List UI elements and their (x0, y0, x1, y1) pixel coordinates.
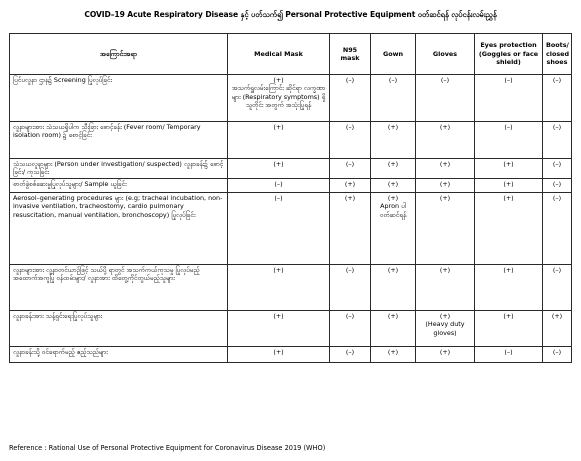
ppe-requirement-value: (–) (345, 266, 355, 274)
ppe-table (9, 33, 572, 363)
eye-protection-cell (475, 179, 543, 193)
ppe-requirement-value: (+) (503, 194, 514, 202)
ppe-requirement-value: (+) (439, 312, 451, 320)
activity-cell: Aerosol–generating procedures များ (e.g; tracheal incubation, non-invasive ventilation, tracheostomy, cardio pulmonary resuscitation, manual ventilation, bronchoscopy) ပြုလုပ်ခြင်း (10, 193, 228, 265)
boots-cell (543, 179, 572, 193)
ppe-requirement-value: (+) (387, 123, 399, 131)
page-title: COVID–19 Acute Respiratory Disease နှင့် ပတ်သက်၍ Personal Protective Equipment ဝတ်ဆင်ရန် လုပ်ငန်းလမ်းညွှန် (84, 10, 497, 19)
medical-mask-cell (228, 265, 330, 311)
gloves-cell (416, 265, 475, 311)
ppe-requirement-value: (+) (503, 312, 514, 320)
medical-mask-cell (228, 159, 330, 179)
table-row (10, 193, 572, 265)
ppe-requirement-value: (+) (503, 180, 514, 188)
boots-cell (543, 311, 572, 347)
eye-protection-cell (475, 122, 543, 159)
ppe-requirement-value: (+) (273, 160, 284, 168)
ppe-requirement-value: (–) (504, 348, 513, 356)
gloves-cell (416, 159, 475, 179)
activity-cell: လူနာခန်းသို့ ဝင်ရောက်မည့် ဧည့်သည်များ (10, 347, 228, 363)
medical-mask-cell (228, 311, 330, 347)
eye-protection-cell (475, 347, 543, 363)
eye-protection-cell (475, 193, 543, 265)
ppe-requirement-value: (–) (504, 123, 513, 131)
gown-cell (371, 193, 416, 265)
table-row (10, 311, 572, 347)
ppe-requirement-value: (+) (439, 266, 451, 274)
n95-mask-cell (330, 122, 371, 159)
ppe-requirement-note: (Heavy duty gloves) (425, 320, 465, 337)
table-row (10, 75, 572, 122)
ppe-requirement-note: Apron ပါ ဝတ်ဆင်ရန် (379, 202, 407, 219)
medical-mask-cell (228, 122, 330, 159)
header-activity: အကြောင်းအရာ (10, 34, 228, 75)
boots-cell (543, 122, 572, 159)
ppe-requirement-value: (–) (388, 76, 398, 84)
gown-cell (371, 347, 416, 363)
gown-cell (371, 311, 416, 347)
ppe-requirement-value: (+) (551, 312, 563, 320)
table-row (10, 159, 572, 179)
ppe-requirement-value: (+) (439, 194, 451, 202)
medical-mask-cell (228, 193, 330, 265)
ppe-requirement-value: (–) (552, 348, 562, 356)
ppe-requirement-value: (+) (387, 160, 399, 168)
gown-cell (371, 122, 416, 159)
eye-protection-cell (475, 265, 543, 311)
ppe-requirement-value: (+) (439, 180, 451, 188)
activity-cell: လူနာများအား သံသယရှိပါက သီးခြား စောင့်ခန်း (Fever room/ Temporary isolation room) ၌ စောင့်ခြင်း (10, 122, 228, 159)
table-body (10, 75, 572, 363)
ppe-requirement-value: (+) (387, 266, 399, 274)
table-row (10, 265, 572, 311)
eye-protection-cell (475, 75, 543, 122)
gloves-cell (416, 122, 475, 159)
ppe-requirement-value: (–) (552, 76, 562, 84)
gloves-cell (416, 347, 475, 363)
activity-cell: လူနာများအား လူနာတင်ယာဉ်ဖြင့် သယ်ပို့ ရာတွင် အသက်ကယ်ကုသမှု ပြုလုပ်မည့် အထောက်အကူပြု ဝန်ထမ်းများ/ လူနာအား ထိတွေ့ကိုင်တွယ်မည့်သူများ (10, 265, 228, 311)
boots-cell (543, 347, 572, 363)
activity-cell: ဓာတ်ခွဲစစ်ဆေးမှုပြုလုပ်သူများ/ Sample ယူခြင်း (10, 179, 228, 193)
ppe-requirement-value: (–) (274, 180, 283, 188)
ppe-requirement-value: (–) (345, 123, 355, 131)
ppe-requirement-value: (+) (439, 123, 451, 131)
ppe-requirement-value: (+) (344, 194, 356, 202)
gown-cell (371, 179, 416, 193)
gown-cell (371, 265, 416, 311)
medical-mask-cell (228, 179, 330, 193)
ppe-requirement-value: (+) (387, 348, 399, 356)
n95-mask-cell (330, 179, 371, 193)
ppe-requirement-note: အသက်ရှူလမ်းကြောင်း ဆိုင်ရာ လက္ခဏာများ (Respiratory symptoms) ရှိသူတိုင်း အတွက် အသုံးပြုရန် (231, 84, 326, 110)
ppe-requirement-value: (–) (552, 194, 562, 202)
header-gloves: Gloves (416, 34, 475, 75)
n95-mask-cell (330, 347, 371, 363)
ppe-requirement-value: (–) (552, 180, 562, 188)
n95-mask-cell (330, 159, 371, 179)
n95-mask-cell (330, 265, 371, 311)
ppe-requirement-value: (+) (503, 266, 514, 274)
ppe-requirement-value: (+) (273, 123, 284, 131)
ppe-requirement-value: (–) (552, 123, 562, 131)
ppe-requirement-value: (–) (345, 76, 355, 84)
eye-protection-cell (475, 159, 543, 179)
header-boots: Boots/ closed shoes (543, 34, 572, 75)
ppe-requirement-value: (+) (273, 76, 284, 84)
n95-mask-cell (330, 75, 371, 122)
ppe-requirement-value: (+) (273, 348, 284, 356)
activity-cell: လူနာခန်းအား သန့်ရှင်းရေးပြုလုပ်သူများ (10, 311, 228, 347)
gloves-cell (416, 311, 475, 347)
ppe-requirement-value: (–) (552, 266, 562, 274)
header-gown: Gown (371, 34, 416, 75)
gown-cell (371, 75, 416, 122)
ppe-requirement-value: (–) (345, 348, 355, 356)
boots-cell (543, 159, 572, 179)
ppe-requirement-value: (+) (387, 194, 399, 202)
ppe-requirement-value: (+) (503, 160, 514, 168)
ppe-requirement-value: (–) (552, 160, 562, 168)
ppe-requirement-value: (+) (344, 180, 356, 188)
table-header-row (10, 34, 572, 75)
gloves-cell (416, 179, 475, 193)
activity-cell: သံသယလူနာများ (Person under investigation/ suspected) လူနာခန်း၌ စောင့်ခြင်း/ ကုသခြင်း (10, 159, 228, 179)
medical-mask-cell (228, 75, 330, 122)
table-row (10, 179, 572, 193)
table-row (10, 347, 572, 363)
ppe-requirement-value: (+) (439, 160, 451, 168)
ppe-requirement-value: (+) (387, 312, 399, 320)
header-medical-mask: Medical Mask (228, 34, 330, 75)
boots-cell (543, 75, 572, 122)
activity-cell: ပြင်ပလူနာ ဌာန၌ Screening ပြုလုပ်ခြင်း (10, 75, 228, 122)
boots-cell (543, 265, 572, 311)
gloves-cell (416, 193, 475, 265)
n95-mask-cell (330, 311, 371, 347)
gloves-cell (416, 75, 475, 122)
boots-cell (543, 193, 572, 265)
header-eye-protection: Eyes protection (Goggles or face shield) (475, 34, 543, 75)
ppe-requirement-value: (–) (345, 312, 355, 320)
ppe-requirement-value: (–) (440, 76, 450, 84)
n95-mask-cell (330, 193, 371, 265)
ppe-requirement-value: (–) (274, 194, 283, 202)
table-row (10, 122, 572, 159)
ppe-requirement-value: (+) (273, 312, 284, 320)
ppe-requirement-value: (–) (504, 76, 513, 84)
eye-protection-cell (475, 311, 543, 347)
header-n95-mask: N95 mask (330, 34, 371, 75)
ppe-requirement-value: (+) (273, 266, 284, 274)
medical-mask-cell (228, 347, 330, 363)
gown-cell (371, 159, 416, 179)
ppe-requirement-value: (–) (345, 160, 355, 168)
ppe-requirement-value: (+) (439, 348, 451, 356)
reference-note: Reference : Rational Use of Personal Protective Equipment for Coronavirus Disease 2019 (WHO) (9, 444, 326, 452)
ppe-requirement-value: (+) (387, 180, 399, 188)
